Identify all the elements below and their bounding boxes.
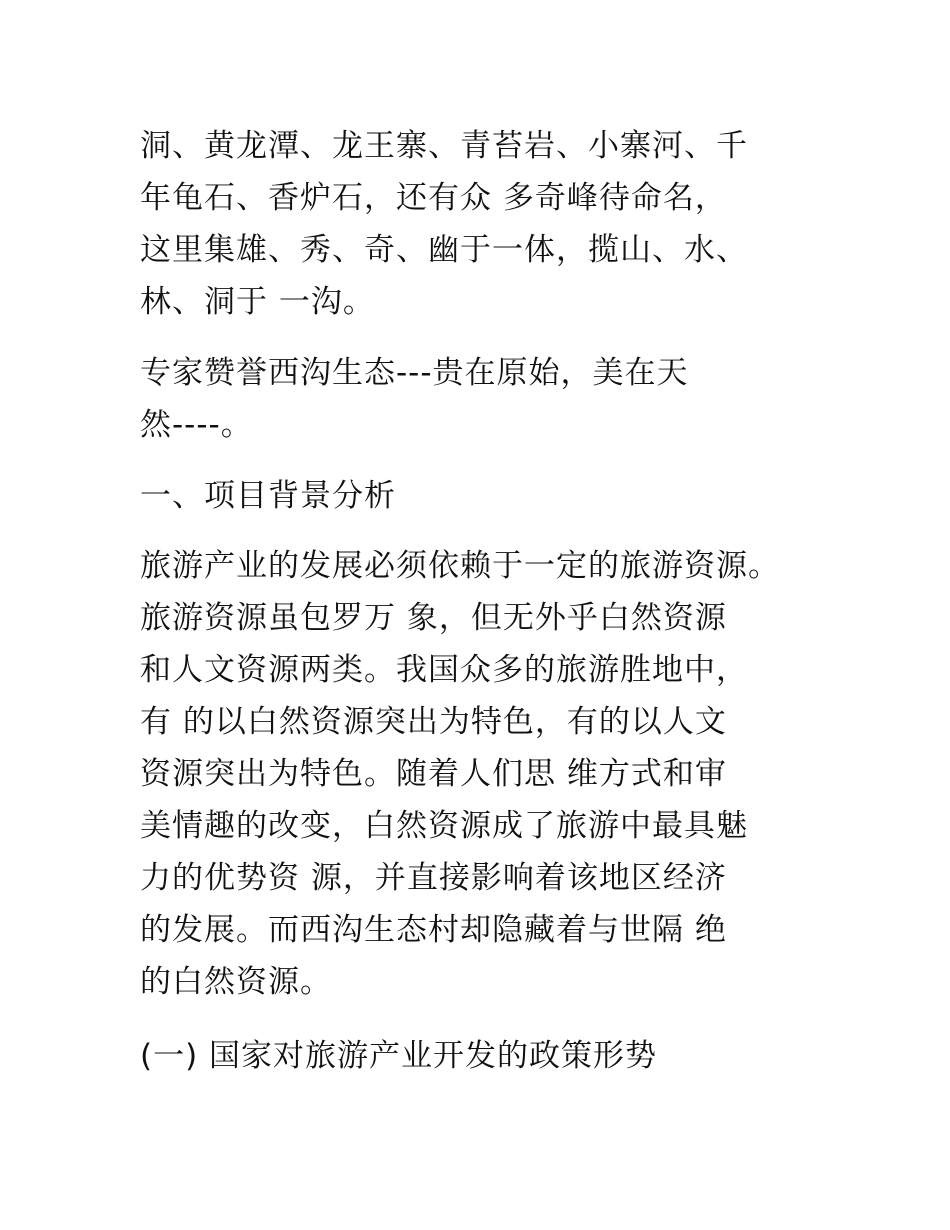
text-line: 林、洞于 一沟。: [140, 284, 375, 320]
text-line: 年龟石、香炉石，还有众 多奇峰待命名，: [140, 180, 727, 216]
paragraph-scenic-spots: [140, 120, 840, 328]
text-line: 旅游产业的发展必须依赖于一定的旅游资源。: [140, 548, 780, 584]
text-line: 旅游资源虽包罗万 象，但无外乎白然资源: [140, 600, 727, 636]
text-line: 专家赞誉西沟生态---贵在原始，美在天: [140, 355, 689, 391]
heading-text: (一) 国家对旅游产业开发的政策形势: [140, 1038, 658, 1074]
text-line: 资源突出为特色。随着人们思 维方式和审: [140, 756, 727, 792]
text-line: 的发展。而西沟生态村却隐藏着与世隔 绝: [140, 912, 727, 948]
paragraph-expert-praise: [140, 347, 840, 451]
section-heading: [140, 470, 840, 522]
subsection-heading: [140, 1030, 840, 1082]
text-line: 这里集雄、秀、奇、幽于一体，揽山、水、: [140, 232, 748, 268]
text-line: 有 的以白然资源突出为特色，有的以人文: [140, 704, 727, 740]
heading-text: 一、项目背景分析: [140, 478, 396, 514]
paragraph-background-analysis: [140, 540, 840, 1008]
text-line: 的白然资源。: [140, 964, 332, 1000]
text-line: 洞、黄龙潭、龙王寨、青苔岩、小寨河、千: [140, 128, 748, 164]
text-line: 力的优势资 源，并直接影响着该地区经济: [140, 860, 727, 896]
text-line: 美情趣的改变，白然资源成了旅游中最具魅: [140, 808, 748, 844]
text-line: 然----。: [140, 407, 253, 443]
text-line: 和人文资源两类。我国众多的旅游胜地中，: [140, 652, 748, 688]
